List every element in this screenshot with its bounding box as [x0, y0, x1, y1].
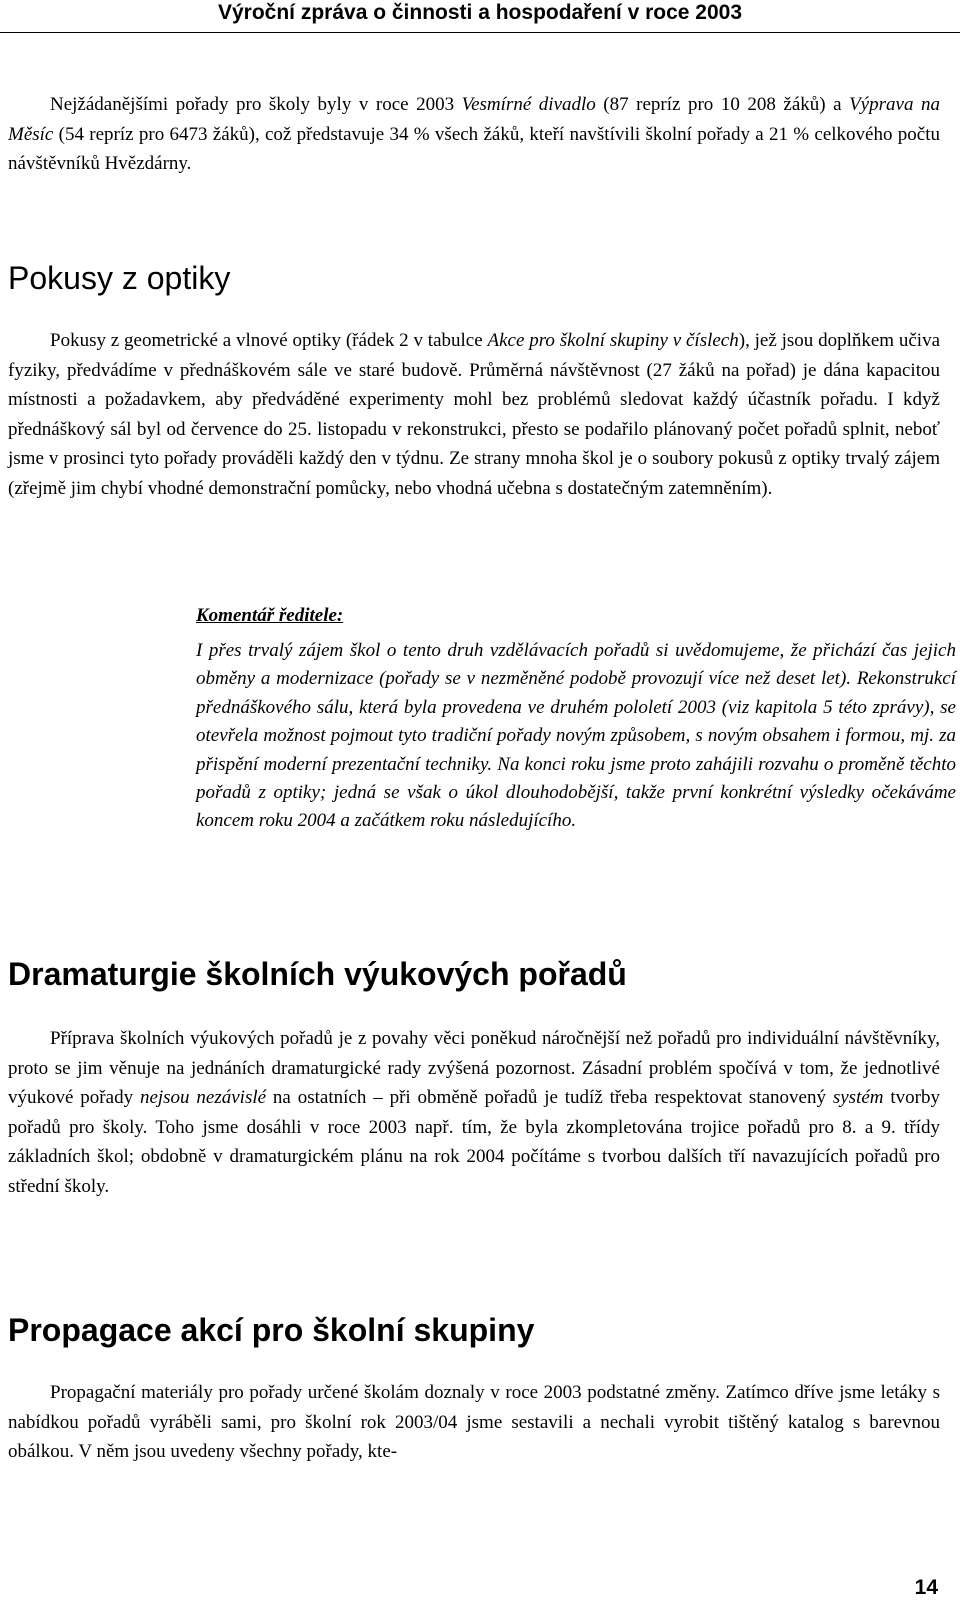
optics-text-2: ), jež jsou doplňkem učiva fyziky, předvádíme v přednáškovém sále ve staré budově. Průměrná návštěvnost (27 žáků na pořad) je dána kapacitou místnosti a požadavkem, aby předváděné experimenty mohl bez problémů sledovat každý účastník pořadu. I když přednáškový sál byl od července do 25. listopadu v rekonstrukci, přesto se podařilo plánovaný počet pořadů splnit, neboť jsme v prosinci tyto pořady prováděli každý den v týdnu. Ze strany mnoha škol je o soubory pokusů z optiky trvalý zájem (zřejmě jim chybí vhodné demonstrační pomůcky, nebo vhodná učebna s dostatečným zatemněním). [8, 330, 941, 499]
dramaturgy-paragraph [8, 1024, 940, 1201]
emphasis-system: systém [832, 1087, 884, 1108]
intro-text-3: (54 repríz pro 6473 žáků), což představuje 34 % všech žáků, kteří navštívili školní pořady a 21 % celkového počtu návštěvníků Hvězdárny. [8, 123, 940, 174]
optics-text-1: Pokusy z geometrické a vlnové optiky (řádek 2 v tabulce [50, 330, 488, 351]
show-title-vyprava-na-mesic: Výprava na Měsíc [8, 94, 940, 145]
heading-dramaturgy: Dramaturgie školních výukových pořadů [8, 956, 627, 992]
running-header: Výroční zpráva o činnosti a hospodaření v roce 2003 [0, 0, 960, 33]
dramaturgy-text-2: na ostatních – při obměně pořadů je tudíž třeba respektovat stanovený [266, 1087, 833, 1108]
promotion-paragraph: Propagační materiály pro pořady určené školám doznaly v roce 2003 podstatné změny. Zatímco dříve jsme letáky s nabídkou pořadů vyráběli sami, pro školní rok 2003/04 jsme sestavili a nechali vyrobit tištěný katalog s barevnou obálkou. V něm jsou uvedeny všechny pořady, kte- [8, 1382, 940, 1462]
emphasis-nejsou-nezavisle: nejsou nezávislé [139, 1087, 267, 1108]
director-comment-label: Komentář ředitele: [196, 605, 344, 626]
intro-text-2: (87 repríz pro 10 208 žáků) a [595, 94, 850, 115]
heading-optics: Pokusy z optiky [8, 260, 231, 296]
director-comment-text: I přes trvalý zájem škol o tento druh vzdělávacích pořadů si uvědomujeme, že přichází čas jejich obměny a modernizace (pořady se v nezměněné podobě provozují více než deset let). Rekonstrukcí přednáškového sálu, která byla provedena ve druhém pololetí 2003 (viz kapitola 5 této zprávy), se otevřela možnost pojmout tyto tradiční pořady novým způsobem, s novým obsahem i formou, mj. za přispění moderní prezentační techniky. Na konci roku jsme proto zahájili rozvahu o proměně těchto pořadů z optiky; jedná se však o úkol dlouhodobější, takže první konkrétní výsledky očekáváme koncem roku 2004 a začátkem roku následujícího. [196, 640, 956, 832]
table-reference: Akce pro školní skupiny v číslech [487, 330, 739, 351]
heading-promotion: Propagace akcí pro školní skupiny [8, 1312, 535, 1348]
page-number: 14 [914, 1576, 938, 1599]
intro-paragraph [8, 90, 940, 179]
optics-paragraph [8, 326, 940, 503]
show-title-vesmirne-divadlo: Vesmírné divadlo [461, 94, 596, 115]
dramaturgy-text-3: tvorby pořadů pro školy. Toho jsme dosáhli v roce 2003 např. tím, že byla zkompletována trojice pořadů pro 8. a 9. třídy základních škol; obdobně v dramaturgickém plánu na rok 2004 počítáme s tvorbou dalších tří navazujících pořadů pro střední školy. [8, 1087, 940, 1197]
dramaturgy-text-1: Příprava školních výukových pořadů je z povahy věci poněkud náročnější než pořadů pro individuální návštěvníky, proto se jim věnuje na jednáních dramaturgické rady zvýšená pozornost. Zásadní problém spočívá v tom, že jednotlivé výukové pořady [8, 1028, 940, 1108]
intro-text-1: Nejžádanějšími pořady pro školy byly v roce 2003 [50, 94, 462, 115]
